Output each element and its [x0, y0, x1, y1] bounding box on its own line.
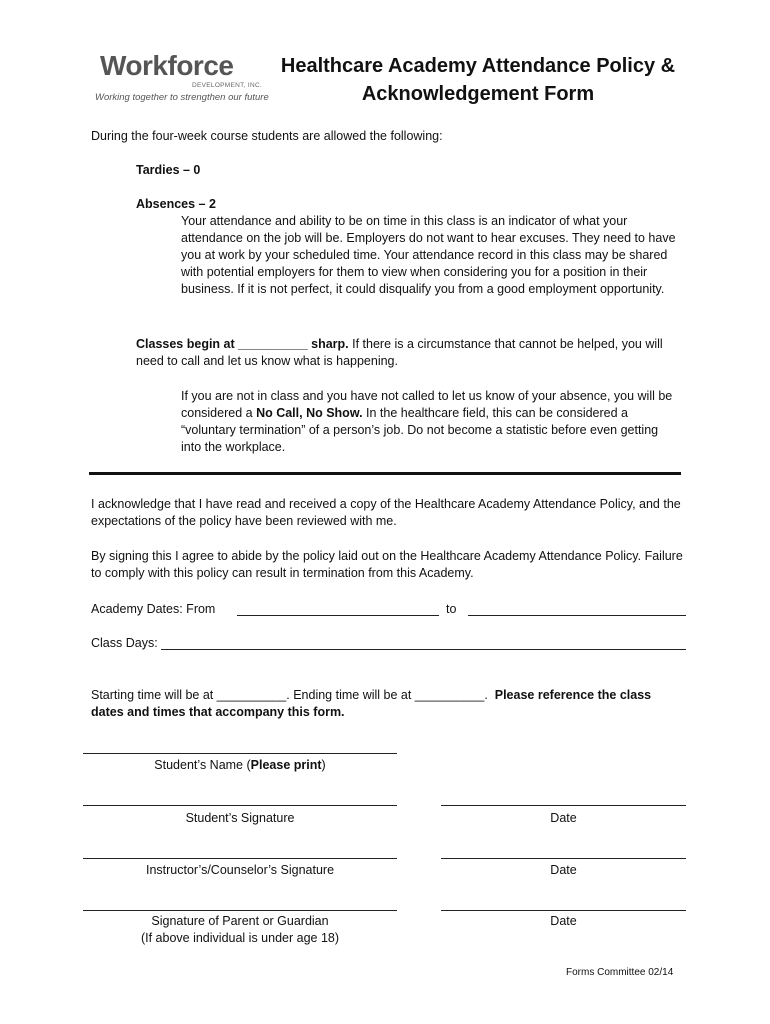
acknowledgement-paragraph: I acknowledge that I have read and received a copy of the Healthcare Academy Attendance Policy, and the expectations of the policy have been reviewed with me. [91, 497, 681, 528]
parent-date-field[interactable] [441, 910, 686, 911]
agreement-paragraph: By signing this I agree to abide by the policy laid out on the Healthcare Academy Attendance Policy. Failure to comply with this policy can result in termination from this Academy. [91, 549, 683, 580]
parent-signature-note: (If above individual is under age 18) [140, 931, 340, 945]
classes-begin-label: Classes begin at __________ sharp. [136, 337, 349, 351]
logo-tagline: Working together to strengthen our future [95, 92, 269, 103]
parent-signature-field[interactable] [83, 910, 397, 911]
logo-wordmark: Workforce [100, 50, 234, 81]
instructor-date-label: Date [550, 863, 577, 877]
instructor-date-field[interactable] [441, 858, 686, 859]
classes-begin-paragraph [136, 336, 666, 370]
academy-date-to-field[interactable] [468, 615, 686, 616]
student-date-label: Date [550, 811, 577, 825]
student-date-field[interactable] [441, 805, 686, 806]
academy-date-from-field[interactable] [237, 615, 439, 616]
no-call-text-2: In the healthcare field, this can be considered a “voluntary termination” of a person’s job. Do not become a statistic before even getting into the workplace. [181, 406, 659, 454]
absences-heading: Absences – 2 [136, 197, 216, 211]
no-call-paragraph [181, 388, 681, 456]
student-name-field[interactable] [83, 753, 397, 754]
section-divider [89, 472, 681, 475]
parent-date-label: Date [550, 914, 577, 928]
instructor-signature-label: Instructor’s/Counselor’s Signature [145, 863, 335, 877]
student-signature-label: Student’s Signature [185, 811, 295, 825]
tardies-heading: Tardies – 0 [136, 163, 201, 177]
forms-committee-footer: Forms Committee 02/14 [566, 967, 674, 978]
academy-dates-to-label: to [446, 602, 457, 616]
student-signature-field[interactable] [83, 805, 397, 806]
parent-signature-label: Signature of Parent or Guardian [151, 914, 329, 928]
absences-body: Your attendance and ability to be on time in this class is an indicator of what your attendance on the job will be. Employers do not want to hear excuses. They need to have you at work by your scheduled time. Your attendance record in this class may be shared with potential employers for them to view when considering you for a position in their business. If it is not perfect, it could disqualify you from a good employment opportunity. [181, 214, 676, 296]
class-days-label: Class Days: [91, 636, 158, 650]
student-name-print-note: Please print [250, 758, 322, 772]
no-call-text-1: If you are not in class and you have not called to let us know of your absence, you will be considered a [181, 389, 673, 420]
classes-begin-text: If there is a circumstance that cannot be helped, you will need to call and let us know what is happening. [136, 337, 663, 368]
policy-intro: During the four-week course students are allowed the following: [91, 129, 443, 143]
no-call-emphasis: No Call, No Show. [256, 406, 363, 420]
page-title-line1: Healthcare Academy Attendance Policy & [280, 55, 676, 77]
times-paragraph [91, 687, 681, 721]
times-reference-note: Please reference the class dates and times that accompany this form. [91, 688, 652, 719]
student-name-label [83, 757, 397, 774]
student-name-text: Student’s Name ( [154, 758, 251, 772]
logo-subtitle: DEVELOPMENT, INC. [192, 82, 263, 89]
instructor-signature-field[interactable] [83, 858, 397, 859]
student-name-close: ) [321, 758, 326, 772]
page-title-line2: Acknowledgement Form [361, 83, 595, 105]
class-days-field[interactable] [161, 649, 686, 650]
academy-dates-label: Academy Dates: From [91, 602, 216, 616]
times-text: Starting time will be at __________. Ending time will be at __________. [91, 688, 488, 702]
